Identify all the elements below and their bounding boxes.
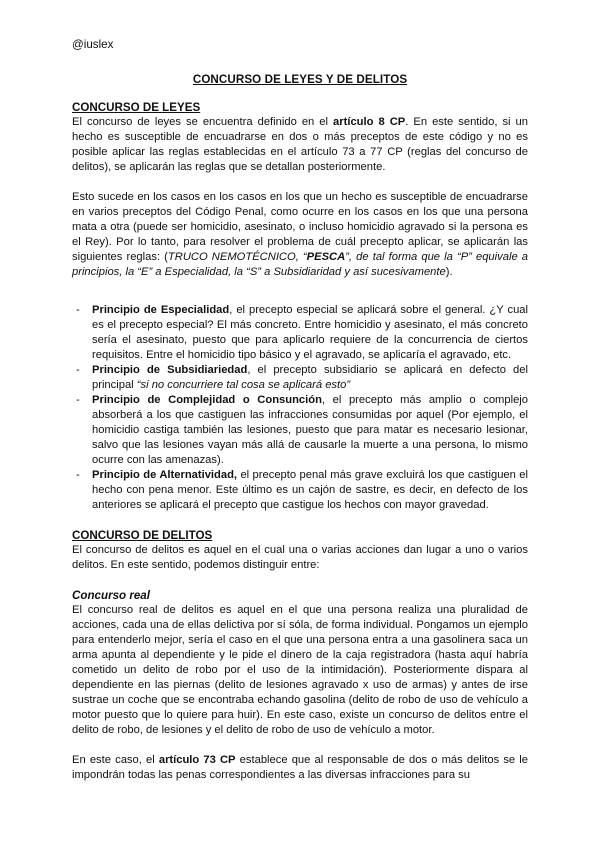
list-item: - Principio de Alternatividad, el precepto penal más grave excluirá los que castiguen el hecho con pena menor. Este último es un cajón de sastre, es decir, en defecto de los anteriores se aplicará el precepto que castigue los hechos con mayor gravedad. xyxy=(72,468,528,513)
list-item: - Principio de Subsidiariedad, el precepto subsidiario se aplicará en defecto del principal “si no concurriere tal cosa se aplicará esto” xyxy=(72,363,528,393)
concurso-real-paragraph: El concurso real de delitos es aquel en el que una persona realiza una pluralidad de acciones, cada una de ellas delictiva por sí sóla, de forma individual. Pongamos un ejemplo para entenderlo mejor, sería el caso en el que una persona entra a una gasolinera saca un arma apunta al dependiente y le pide el dinero de la caja registradora (hasta aquí habría cometido un delito de robo por el uso de la intimidación). Posteriormente dispara al dependiente en las piernas (delito de lesiones agravado x uso de armas) y antes de irse sustrae un coche que se encontraba echando gasolina (delito de robo de uso de vehículo a motor puesto que lo quiere para huir). En este caso, existe un concurso de delitos entre el delito de robo, de lesiones y el delito de robo de uso de vehículo a motor. xyxy=(72,604,528,736)
subsection-heading-concurso-real: Concurso real xyxy=(72,589,150,602)
article-reference: artículo 8 CP xyxy=(333,116,406,128)
delitos-final-paragraph: En este caso, el artículo 73 CP establece que al responsable de dos o más delitos se le impondrán todas las penas correspondientes a las diversas infracciones para su xyxy=(72,754,529,781)
list-item: - Principio de Complejidad o Consunción, el precepto más amplio o complejo absorberá a los que castiguen las infracciones consumidas por aquel (Por ejemplo, el homicidio castiga también las lesiones, puesto que para matar es necesario lesionar, salvo que las lesiones vayan más allá de causarle la muerte a una persona, lo mismo ocurre con las amenazas). xyxy=(72,393,528,468)
article-reference: artículo 73 CP xyxy=(158,754,236,766)
leyes-paragraph-2: Esto sucede en los casos en los casos en los que un hecho es susceptible de encuadrarse en varios preceptos del Código Penal, como ocurre en los casos en los que una persona mata a otra (puede ser homicidio, asesinato, o incluso homicidio agravado si la persona es el Rey). Por lo tanto, para resolver el problema de cuál precepto aplicar, se aplicarán las siguientes reglas: (TRUCO NEMOTÉCNICO, “PESCA”, de tal forma que la “P” equivale a principios, la “E” a Especialidad, la “S” a Subsidiaridad y así sucesivamente). xyxy=(72,191,528,278)
leyes-paragraph-1: El concurso de leyes se encuentra definido en el artículo 8 CP. En este sentido, si un hecho es susceptible de encuadrarse en dos o más preceptos de este código y no es posible aplicar las reglas establecidas en el artículo 73 a 77 CP (reglas del concurso de delitos), se aplicarán las reglas que se detallan posteriormente. xyxy=(72,116,529,173)
document-body xyxy=(72,100,528,783)
author-handle: @iuslex xyxy=(72,38,114,51)
principles-list xyxy=(72,303,528,513)
section-heading-delitos: CONCURSO DE DELITOS xyxy=(72,529,213,542)
delitos-intro: El concurso de delitos es aquel en el cual una o varias acciones dan lugar a uno o varios delitos. En este sentido, podemos distinguir entre: xyxy=(72,544,528,571)
document-title: CONCURSO DE LEYES Y DE DELITOS xyxy=(192,73,408,86)
mnemonic-keyword: PESCA xyxy=(306,251,346,263)
section-heading-leyes: CONCURSO DE LEYES xyxy=(72,101,201,114)
list-item: - Principio de Especialidad, el precepto especial se aplicará sobre el general. ¿Y cual es el precepto especial? El más concreto. Entre homicidio y asesinato, el más concreto sería el asesinato, puesto que para aplicarlo requiere de la concurrencia de ciertos requisitos. Entre el homicidio tipo básico y el agravado, se aplicaría el agravado, etc. xyxy=(72,303,528,363)
